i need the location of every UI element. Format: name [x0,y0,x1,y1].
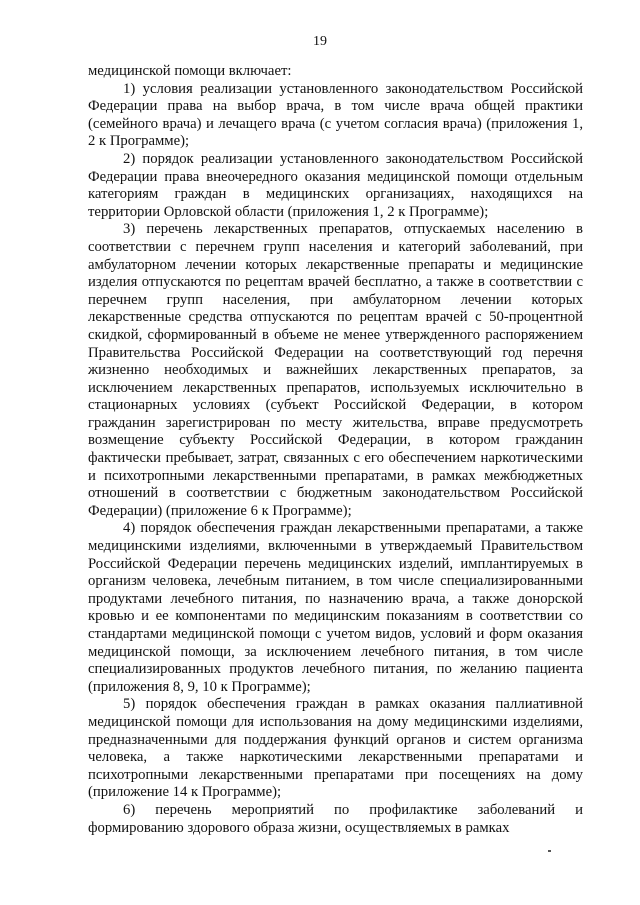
document-body [88,63,583,837]
page-number: 19 [313,34,327,49]
scan-artifact-mark [548,850,551,852]
paragraph-intro: медицинской помощи включает: [88,63,292,79]
paragraph-item-1: 1) условия реализации установленного законодательством Российской Федерации права на выбор врача, в том числе врача общей практики (семейного врача) и лечащего врача (с учетом согласия врача) (приложения 1, 2 к Программе); [88,80,583,150]
paragraph-item-2: 2) порядок реализации установленного законодательством Российской Федерации права внеочередного оказания медицинской помощи отдельным категориям граждан в медицинских организациях, находящихся на территории Орловской области (приложения 1, 2 к Программе); [88,150,583,220]
paragraph-item-3: 3) перечень лекарственных препаратов, отпускаемых населению в соответствии с перечнем групп населения и категорий заболеваний, при амбулаторном лечении которых лекарственные препараты и медицинские изделия отпускаются по рецептам врачей бесплатно, а также в соответствии с перечнем групп населения, при амбулаторном лечении которых лекарственные средства отпускаются по рецептам врачей с 50-процентной скидкой, сформированный в объеме не менее утвержденного распоряжением Правительства Российской Федерации на соответствующий год перечня жизненно необходимых и важнейших лекарственных препаратов, за исключением лекарственных препаратов, используемых исключительно в стационарных условиях (субъект Российской Федерации, в котором гражданин зарегистрирован по месту жительства, вправе предусмотреть возмещение субъекту Российской Федерации, в котором гражданин фактически пребывает, затрат, связанных с его обеспечением наркотическими и психотропными лекарственными препаратами, в рамках межбюджетных отношений в соответствии с бюджетным законодательством Российской Федерации) (приложение 6 к Программе); [88,221,583,519]
paragraph-item-5: 5) порядок обеспечения граждан в рамках оказания паллиативной медицинской помощи для использования на дому медицинскими изделиями, предназначенными для поддержания функций органов и систем организма человека, а также наркотическими лекарственными препаратами и психотропными лекарственными препаратами при посещениях на дому (приложение 14 к Программе); [88,696,583,801]
paragraph-item-4: 4) порядок обеспечения граждан лекарственными препаратами, а также медицинскими изделиями, включенными в утверждаемый Правительством Российской Федерации перечень медицинских изделий, имплантируемых в организм человека, лечебным питанием, в том числе специализированными продуктами лечебного питания, по назначению врача, а также донорской кровью и ее компонентами по медицинским показаниям в соответствии со стандартами медицинской помощи с учетом видов, условий и форм оказания медицинской помощи, за исключением лечебного питания, в том числе специализированных продуктов лечебного питания, по желанию пациента (приложения 8, 9, 10 к Программе); [88,520,583,695]
paragraph-item-6: 6) перечень мероприятий по профилактике заболеваний и формированию здорового образа жизни, осуществляемых в рамках [88,801,583,836]
